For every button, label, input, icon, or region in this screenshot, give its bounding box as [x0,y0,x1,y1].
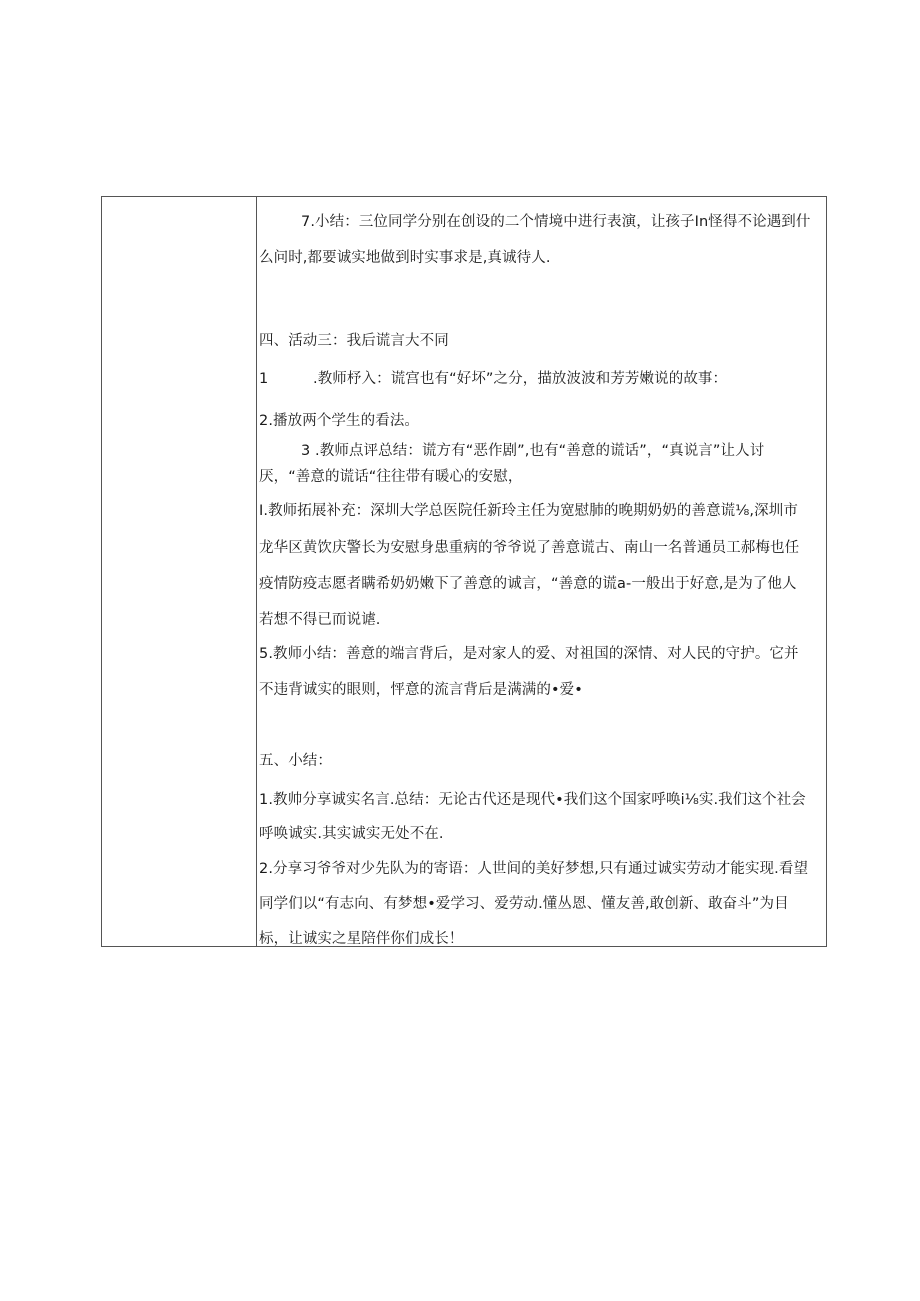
text-line-5: 3 .教师点评总结：谎方有“恶作剧”,也有“善意的谎话”，“真说言”让人讨 [301,443,765,459]
text-line-14: 呼唤诚实.其实诚实无处不在. [259,826,444,842]
section-heading-4: 四、活动三：我后谎言大不同 [259,333,449,349]
text-line-13: 1.教帅分享诚实名言.总结：无论古代还是现代•我们这个国家呼唤i⅛实.我们这个社会 [259,792,806,808]
text-line-17: 标，让诚实之星陪伴你们成长！ [259,931,464,947]
text-line-6: 厌，“善意的谎话“往往带有暖心的安慰， [259,469,523,485]
text-line-9: 疫情防疫志愿者瞒希奶奶嫩下了善意的诚言，“善意的谎a-一般出于好意,是为了他人 [259,576,797,592]
text-line-16: 同学们以“有志向、有梦想•爱学习、爱劳动.懂丛恩、懂友善,敢创新、敢奋斗”为目 [259,896,789,912]
table-right-column [257,197,826,946]
section-heading-5: 五、小结： [259,753,332,769]
table-left-column [102,197,257,946]
text-line-12: 不违背诚实的眼则，怦意的流言背后是满满的•爱• [259,682,583,698]
text-line-3-number: 1 [259,371,269,387]
text-line-10: 若想不得已而说谑. [259,612,381,628]
text-line-4: 2.播放两个学生的看法。 [259,413,420,429]
text-line-2: 么问时,都要诚实地做到时实事求是,真诚待人. [259,250,551,266]
text-line-11: 5.教师小结：善意的端言背后，是对家人的爱、对祖国的深情、对人民的守护。它并 [259,646,799,662]
text-line-7: I.教师拓展补充：深圳大学总医院任新玲主任为宽慰肺的晚期奶奶的善意谎⅛,深圳市 [259,503,798,519]
text-line-3: .教师杼入：谎宫也有“好坏”之分，描放波波和芳芳嫩说的故事： [313,371,728,387]
text-line-15: 2.分享习爷爷对少先队为的寄语：人世间的美好梦想,只有通过诚实劳动才能实现.看望 [259,861,809,877]
text-line-8: 龙华区黄饮庆警长为安慰身患重病的爷爷说了善意谎古、南山一名普通员工郝梅也任 [259,540,800,556]
lesson-table [101,196,827,947]
text-line-1: 7.小结：三位同学分别在创设的二个情境中进行表演，让孩子In怪得不论遇到什 [301,214,811,230]
